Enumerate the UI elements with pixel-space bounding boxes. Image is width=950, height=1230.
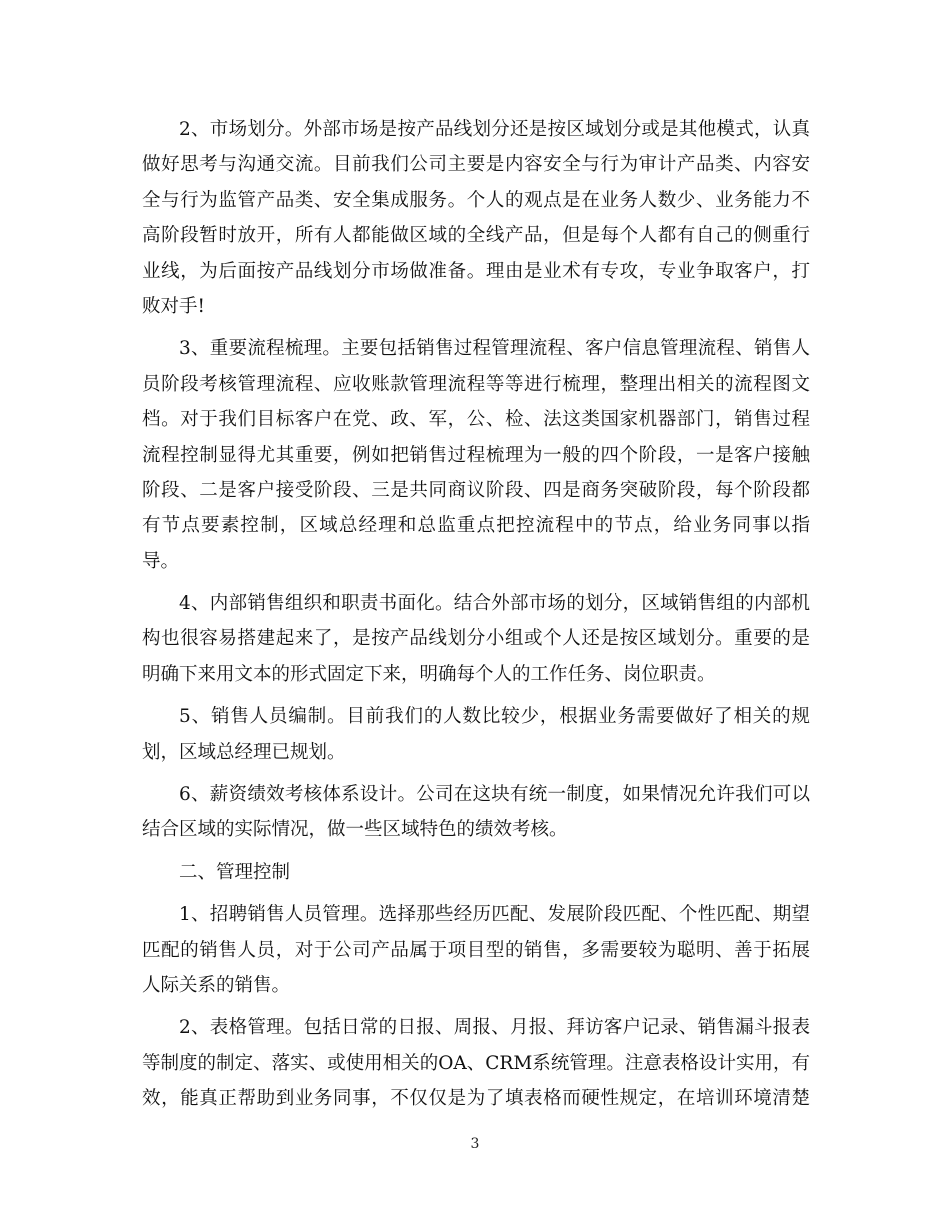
text-line: 2、表格管理。包括日常的日报、周报、月报、拜访客户记录、销售漏斗报表 [179, 1017, 810, 1039]
text-line: 划，区域总经理已规划。 [142, 741, 346, 763]
paragraph-recruitment [142, 897, 810, 1003]
text-line: 1、招聘销售人员管理。选择那些经历匹配、发展阶段匹配、个性匹配、期望 [179, 904, 810, 926]
text-line: 明确下来用文本的形式固定下来，明确每个人的工作任务、岗位职责。 [142, 663, 716, 685]
text-line: 流程控制显得尤其重要，例如把销售过程梳理为一般的四个阶段，一是客户接触 [142, 444, 810, 466]
paragraph-market-division [142, 112, 810, 324]
paragraph-form-management [142, 1010, 810, 1116]
text-line: 员阶段考核管理流程、应收账款管理流程等等进行梳理，整理出相关的流程图文 [142, 373, 810, 395]
text-line: 业线，为后面按产品线划分市场做准备。理由是业术有专攻，专业争取客户，打 [142, 260, 810, 282]
text-line: 有节点要素控制，区域总经理和总监重点把控流程中的节点，给业务同事以指 [142, 515, 810, 537]
text-line: 2、市场划分。外部市场是按产品线划分还是按区域划分或是其他模式，认真 [179, 119, 810, 140]
text-line: 效，能真正帮助到业务同事，不仅仅是为了填表格而硬性规定，在培训环境清楚 [142, 1088, 810, 1110]
paragraph-sales-staffing [142, 699, 810, 770]
text-line: 4、内部销售组织和职责书面化。结合外部市场的划分，区域销售组的内部机 [179, 593, 810, 615]
text-line: 做好思考与沟通交流。目前我们公司主要是内容安全与行为审计产品类、内容安 [142, 154, 810, 176]
text-line: 档。对于我们目标客户在党、政、军，公、检、法这类国家机器部门，销售过程 [142, 409, 810, 431]
text-line: 全与行为监管产品类、安全集成服务。个人的观点是在业务人数少、业务能力不 [142, 189, 810, 211]
text-line: 阶段、二是客户接受阶段、三是共同商议阶段、四是商务突破阶段，每个阶段都 [142, 479, 810, 501]
text-line: 匹配的销售人员，对于公司产品属于项目型的销售，多需要较为聪明、善于拓展 [142, 939, 810, 961]
document-body [142, 112, 810, 1117]
text-line: 败对手! [142, 295, 205, 317]
paragraph-compensation-system [142, 777, 810, 848]
text-line: 3、重要流程梳理。主要包括销售过程管理流程、客户信息管理流程、销售人 [179, 338, 810, 360]
paragraph-process-review [142, 331, 810, 579]
text-line: 人际关系的销售。 [142, 974, 291, 996]
paragraph-sales-organization [142, 586, 810, 692]
section-heading-management-control [142, 855, 810, 890]
text-line: 导。 [142, 550, 180, 572]
section-heading: 二、管理控制 [179, 861, 291, 883]
text-line: 高阶段暂时放开，所有人都能做区域的全线产品，但是每个人都有自己的侧重行 [142, 225, 810, 247]
text-line: 等制度的制定、落实、或使用相关的OA、CRM系统管理。注意表格设计实用，有 [142, 1052, 810, 1074]
text-line: 构也很容易搭建起来了，是按产品线划分小组或个人还是按区域划分。重要的是 [142, 628, 810, 650]
page-number: 3 [470, 1136, 480, 1152]
text-line: 5、销售人员编制。目前我们的人数比较少，根据业务需要做好了相关的规 [179, 706, 810, 728]
text-line: 结合区域的实际情况，做一些区域特色的绩效考核。 [142, 819, 568, 841]
text-line: 6、薪资绩效考核体系设计。公司在这块有统一制度，如果情况允许我们可以 [179, 784, 810, 806]
